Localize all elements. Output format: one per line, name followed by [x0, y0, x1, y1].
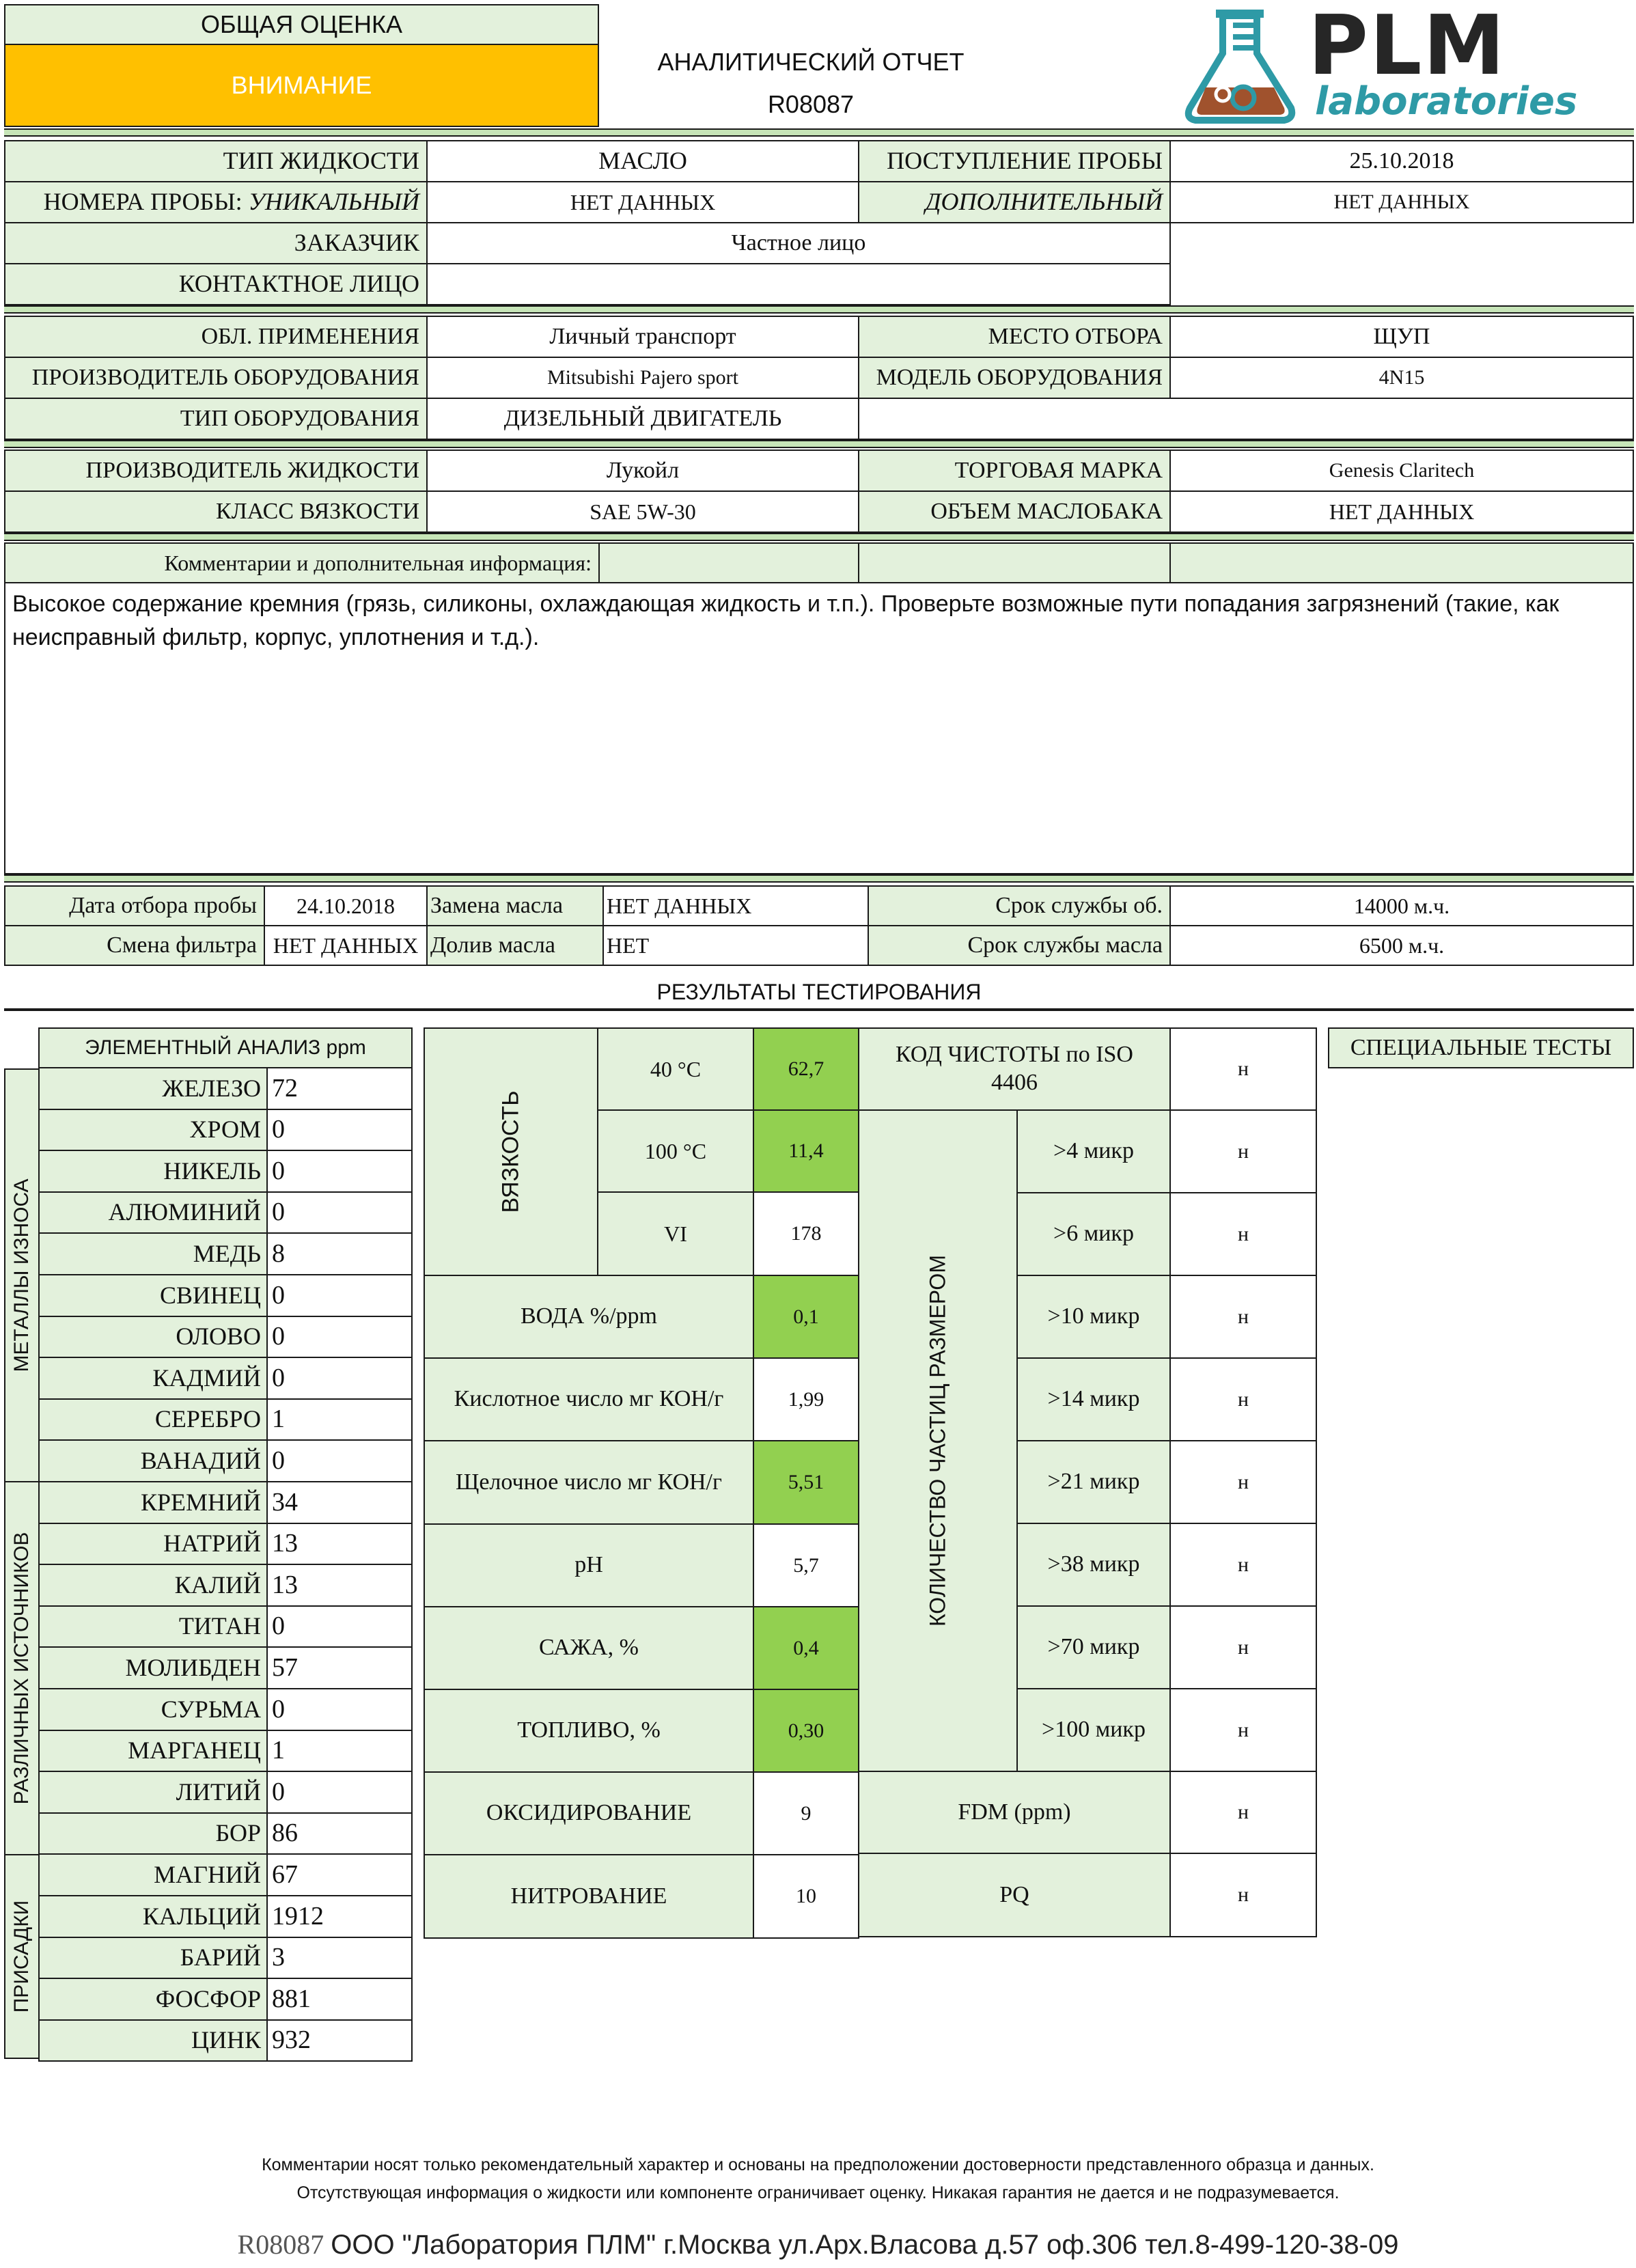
element-value: 3 [266, 1937, 413, 1979]
element-value: 0 [266, 1316, 413, 1358]
footer-report-number: R08087 [237, 2229, 324, 2260]
property-value: 10 [753, 1854, 859, 1939]
contact-value [426, 263, 1171, 305]
element-name: МАГНИЙ [38, 1853, 268, 1896]
disclaimer-line-2: Отсутствующая информация о жидкости или компоненте ограничивает оценку. Никакая гарантия не дается и не подразумевается. [296, 2183, 1340, 2202]
element-value: 0 [266, 1150, 413, 1193]
particle-count-value: н [1169, 1605, 1317, 1689]
element-value: 1 [266, 1398, 413, 1441]
equipment-type-value: ДИЗЕЛЬНЫЙ ДВИГАТЕЛЬ [426, 398, 859, 440]
element-value: 13 [266, 1564, 413, 1607]
viscosity-class-label: КЛАСС ВЯЗКОСТИ [4, 490, 428, 533]
particle-count-value: н [1169, 1688, 1317, 1772]
sump-volume-value: НЕТ ДАННЫХ [1169, 490, 1634, 533]
viscosity-group-text: ВЯЗКОСТЬ [497, 1090, 524, 1213]
property-value: 0,4 [753, 1606, 859, 1690]
element-value: 72 [266, 1067, 413, 1110]
section-divider [4, 128, 1634, 137]
comments-header-cell [598, 542, 859, 583]
footer-address: ООО "Лаборатория ПЛМ" г.Москва ул.Арх.Власова д.57 оф.306 тел.8-499-120-38-09 [331, 2230, 1399, 2260]
element-name: ФОСФОР [38, 1978, 268, 2021]
elemental-header: ЭЛЕМЕНТНЫЙ АНАЛИЗ ppm [38, 1027, 413, 1068]
customer-label: ЗАКАЗЧИК [4, 222, 428, 264]
particle-count-value: н [1169, 1440, 1317, 1524]
element-name: КАЛЬЦИЙ [38, 1895, 268, 1938]
property-value: 1,99 [753, 1357, 859, 1441]
element-value: 0 [266, 1191, 413, 1234]
particles-group [858, 1109, 1018, 1772]
results-title: РЕЗУЛЬТАТЫ ТЕСТИРОВАНИЯ [4, 980, 1634, 1011]
comments-header-cell [1169, 542, 1634, 583]
unique-label: УНИКАЛЬНЫЙ [248, 188, 419, 216]
iso-label: КОД ЧИСТОТЫ по ISO 4406 [858, 1027, 1171, 1111]
section-divider [4, 440, 1634, 448]
sump-volume-label: ОБЪЕМ МАСЛОБАКА [858, 490, 1171, 533]
particle-size-label: >4 микр [1016, 1109, 1171, 1193]
element-name: ТИТАН [38, 1605, 268, 1648]
particle-size-label: >70 микр [1016, 1605, 1171, 1689]
equipment-life-label: Срок службы об. [868, 885, 1171, 926]
element-value: 13 [266, 1523, 413, 1565]
fluid-producer-label: ПРОИЗВОДИТЕЛЬ ЖИДКОСТИ [4, 450, 428, 492]
element-name: СВИНЕЦ [38, 1274, 268, 1317]
particle-size-label: >14 микр [1016, 1357, 1171, 1441]
fdm-value: н [1169, 1771, 1317, 1854]
group-additives-text: ПРИСАДКИ [10, 1900, 33, 2013]
equipment-type-empty [858, 398, 1634, 440]
oil-change-value: НЕТ ДАННЫХ [602, 885, 869, 926]
element-value: 86 [266, 1812, 413, 1855]
viscosity-40-label: 40 °C [597, 1027, 754, 1111]
comments-header-cell [858, 542, 1171, 583]
element-value: 0 [266, 1688, 413, 1731]
particle-size-label: >100 микр [1016, 1688, 1171, 1772]
equipment-type-label: ТИП ОБОРУДОВАНИЯ [4, 398, 428, 440]
element-name: НИКЕЛЬ [38, 1150, 268, 1193]
application-value: Личный транспорт [426, 316, 859, 358]
fluid-producer-value: Лукойл [426, 450, 859, 492]
element-name: МОЛИБДЕН [38, 1646, 268, 1689]
viscosity-group [424, 1027, 598, 1276]
element-name: АЛЮМИНИЙ [38, 1191, 268, 1234]
additional-value: НЕТ ДАННЫХ [1169, 181, 1634, 223]
property-name: ОКСИДИРОВАНИЕ [424, 1771, 754, 1855]
element-value: 932 [266, 2019, 413, 2062]
filter-change-value: НЕТ ДАННЫХ [264, 925, 428, 966]
element-name: ЦИНК [38, 2019, 268, 2062]
received-value: 25.10.2018 [1169, 140, 1634, 182]
sample-date-label: Дата отбора пробы [4, 885, 265, 926]
particle-count-value: н [1169, 1275, 1317, 1359]
viscosity-class-value: SAE 5W-30 [426, 490, 859, 533]
particle-count-value: н [1169, 1109, 1317, 1193]
property-value: 0,30 [753, 1689, 859, 1773]
property-name: pH [424, 1523, 754, 1607]
manufacturer-value: Mitsubishi Pajero sport [426, 357, 859, 399]
group-additives [4, 1854, 40, 2059]
manufacturer-label: ПРОИЗВОДИТЕЛЬ ОБОРУДОВАНИЯ [4, 357, 428, 399]
property-name: ТОПЛИВО, % [424, 1689, 754, 1773]
particle-size-label: >21 микр [1016, 1440, 1171, 1524]
group-wear-metals [4, 1068, 40, 1482]
property-value: 0,1 [753, 1275, 859, 1359]
viscosity-index-label: VI [597, 1191, 754, 1276]
element-value: 0 [266, 1605, 413, 1648]
element-value: 34 [266, 1481, 413, 1524]
particle-count-value: н [1169, 1523, 1317, 1607]
element-name: ЖЕЛЕЗО [38, 1067, 268, 1110]
model-label: МОДЕЛЬ ОБОРУДОВАНИЯ [858, 357, 1171, 399]
property-value: 9 [753, 1771, 859, 1855]
particle-count-value: н [1169, 1357, 1317, 1441]
particle-count-value: н [1169, 1192, 1317, 1276]
element-value: 881 [266, 1978, 413, 2021]
element-value: 0 [266, 1109, 413, 1151]
contact-label: КОНТАКТНОЕ ЛИЦО [4, 263, 428, 305]
property-name: Кислотное число мг КОН/г [424, 1357, 754, 1441]
comments-text: Высокое содержание кремния (грязь, силиконы, охлаждающая жидкость и т.п.). Проверьте возможные пути попадания загрязнений (такие, как неисправный фильтр, корпус, уплотнения и т.д.). [4, 582, 1634, 874]
viscosity-100-value: 11,4 [753, 1109, 859, 1193]
element-name: КРЕМНИЙ [38, 1481, 268, 1524]
element-value: 57 [266, 1646, 413, 1689]
special-tests-label: СПЕЦИАЛЬНЫЕ ТЕСТЫ [1328, 1027, 1634, 1068]
logo-main-text: PLM [1308, 0, 1506, 94]
element-value: 0 [266, 1439, 413, 1482]
disclaimer-line-1: Комментарии носят только рекомендательный характер и основаны на предположении достоверности представленного образца и данных. [262, 2155, 1374, 2174]
oil-change-label: Замена масла [426, 885, 604, 926]
element-name: ОЛОВО [38, 1316, 268, 1358]
element-name: МАРГАНЕЦ [38, 1730, 268, 1772]
element-value: 1912 [266, 1895, 413, 1938]
element-value: 8 [266, 1232, 413, 1275]
fluid-type-value: МАСЛО [426, 140, 859, 182]
element-name: НАТРИЙ [38, 1523, 268, 1565]
model-value: 4N15 [1169, 357, 1634, 399]
property-value: 5,7 [753, 1523, 859, 1607]
pq-label: PQ [858, 1853, 1171, 1937]
element-value: 1 [266, 1730, 413, 1772]
brand-value: Genesis Claritech [1169, 450, 1634, 492]
sample-date-value: 24.10.2018 [264, 885, 428, 926]
element-value: 67 [266, 1853, 413, 1896]
element-name: БОР [38, 1812, 268, 1855]
property-name: Щелочное число мг КОН/г [424, 1440, 754, 1525]
property-name: ВОДА %/ppm [424, 1275, 754, 1359]
group-various-sources-text: РАЗЛИЧНЫХ ИСТОЧНИКОВ [10, 1532, 33, 1805]
logo-sub-text: laboratories [1315, 79, 1578, 124]
topup-value: НЕТ [602, 925, 869, 966]
received-label: ПОСТУПЛЕНИЕ ПРОБЫ [858, 140, 1171, 182]
element-name: БАРИЙ [38, 1937, 268, 1979]
element-name: МЕДЬ [38, 1232, 268, 1275]
element-value: 0 [266, 1357, 413, 1400]
element-value: 0 [266, 1771, 413, 1814]
overall-assessment-value: ВНИМАНИЕ [4, 44, 599, 127]
viscosity-100-label: 100 °C [597, 1109, 754, 1193]
application-label: ОБЛ. ПРИМЕНЕНИЯ [4, 316, 428, 358]
oil-life-label: Срок службы масла [868, 925, 1171, 966]
viscosity-40-value: 62,7 [753, 1027, 859, 1111]
element-name: КАДМИЙ [38, 1357, 268, 1400]
section-divider [4, 533, 1634, 541]
equipment-life-value: 14000 м.ч. [1169, 885, 1634, 926]
pq-value: н [1169, 1853, 1317, 1937]
footer-address-line [0, 2228, 1636, 2260]
comments-label: Комментарии и дополнительная информация: [4, 542, 600, 583]
property-name: НИТРОВАНИЕ [424, 1854, 754, 1939]
viscosity-index-value: 178 [753, 1191, 859, 1276]
flask-icon [1175, 5, 1312, 125]
element-name: КАЛИЙ [38, 1564, 268, 1607]
property-value: 5,51 [753, 1440, 859, 1525]
unique-value: НЕТ ДАННЫХ [426, 181, 859, 223]
plm-logo [1175, 0, 1612, 125]
section-divider [4, 874, 1634, 883]
iso-value: н [1169, 1027, 1317, 1111]
particle-size-label: >10 микр [1016, 1275, 1171, 1359]
fdm-label: FDM (ppm) [858, 1771, 1171, 1854]
element-name: СУРЬМА [38, 1688, 268, 1731]
group-wear-metals-text: МЕТАЛЛЫ ИЗНОСА [10, 1178, 33, 1372]
element-name: СЕРЕБРО [38, 1398, 268, 1441]
group-various-sources [4, 1481, 40, 1855]
property-name: САЖА, % [424, 1606, 754, 1690]
oil-life-value: 6500 м.ч. [1169, 925, 1634, 966]
fluid-type-label: ТИП ЖИДКОСТИ [4, 140, 428, 182]
customer-value: Частное лицо [426, 222, 1171, 264]
element-name: ВАНАДИЙ [38, 1439, 268, 1482]
report-number: R08087 [767, 90, 855, 118]
additional-label: ДОПОЛНИТЕЛЬНЫЙ [858, 181, 1171, 223]
filter-change-label: Смена фильтра [4, 925, 265, 966]
sample-numbers-text: НОМЕРА ПРОБЫ: [43, 188, 242, 216]
particle-size-label: >38 микр [1016, 1523, 1171, 1607]
particles-group-text: КОЛИЧЕСТВО ЧАСТИЦ РАЗМЕРОМ [925, 1255, 950, 1627]
sampling-point-value: ЩУП [1169, 316, 1634, 358]
section-divider [4, 305, 1634, 314]
particle-size-label: >6 микр [1016, 1192, 1171, 1276]
brand-label: ТОРГОВАЯ МАРКА [858, 450, 1171, 492]
overall-assessment-label: ОБЩАЯ ОЦЕНКА [4, 4, 599, 45]
topup-label: Долив масла [426, 925, 604, 966]
report-title: АНАЛИТИЧЕСКИЙ ОТЧЕТ [657, 48, 965, 76]
element-name: ЛИТИЙ [38, 1771, 268, 1814]
element-value: 0 [266, 1274, 413, 1317]
sample-numbers-label [4, 181, 428, 223]
sampling-point-label: МЕСТО ОТБОРА [858, 316, 1171, 358]
element-name: ХРОМ [38, 1109, 268, 1151]
